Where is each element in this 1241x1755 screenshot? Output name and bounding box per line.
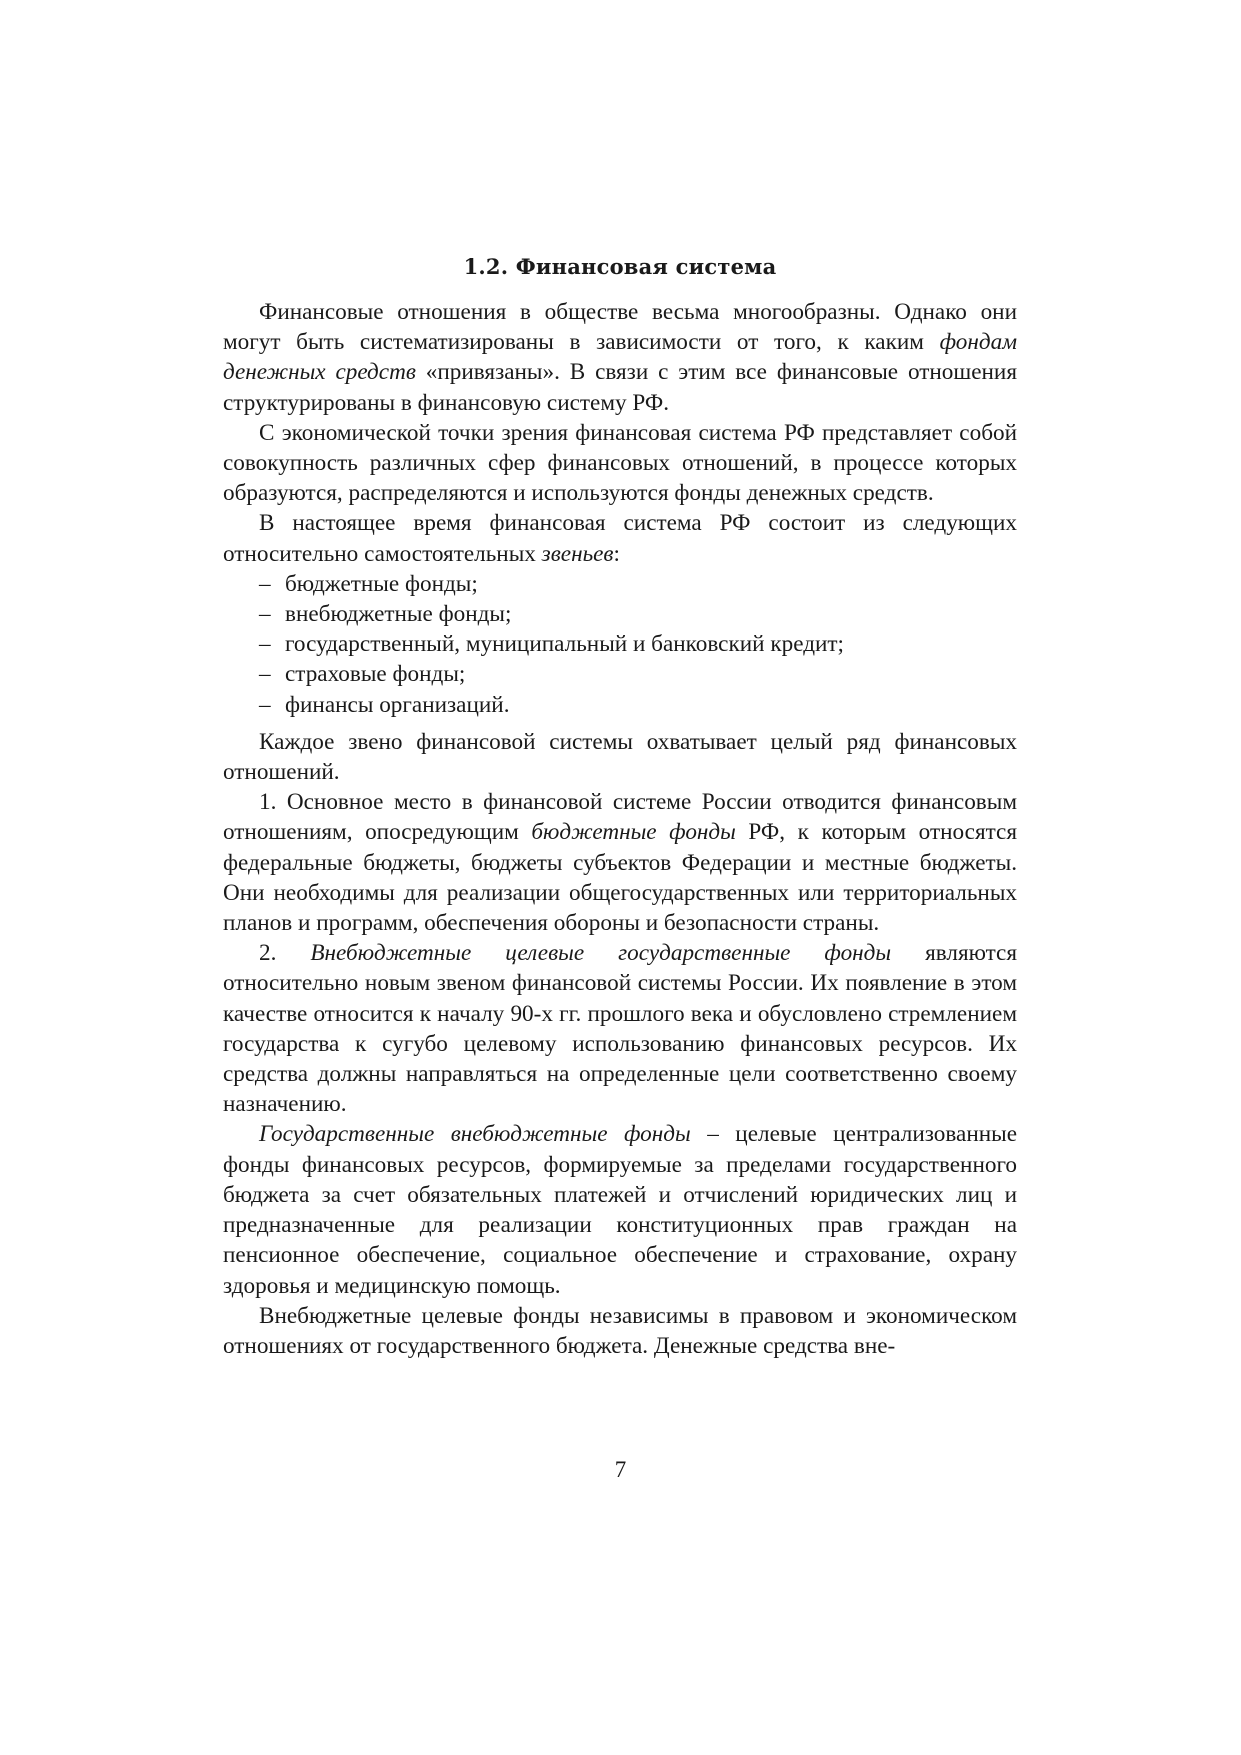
body-text: [223, 252, 1017, 1361]
paragraph-1: Финансовые отношения в обществе весьма многообразны. Однако они могут быть систематизированы в зависимости от того, к каким фондам денежных средств «привязаны». В связи с этим все финансовые отношения структурированы в финансовую систему РФ.: [223, 299, 1017, 416]
page-number: 7: [614, 1457, 627, 1482]
list-item: – внебюджетные фонды;: [259, 601, 512, 628]
emphasis-term: Государственные внебюджетные фонды: [259, 1121, 691, 1148]
emphasis-term: бюджетные фонды: [531, 819, 736, 846]
paragraph-5: 1. Основное место в финансовой системе России отводится финансовым отношениям, опосредующим бюджетные фонды РФ, к которым относятся федеральные бюджеты, бюджеты субъектов Федерации и местные бюджеты. Они необходимы для реализации общегосударственных или территориальных планов и программ, обеспечения обороны и безопасности страны.: [223, 789, 1017, 937]
paragraph-7: Государственные внебюджетные фонды – целевые централизованные фонды финансовых ресурсов, формируемые за пределами государственного бюджета за счет обязательных платежей и отчислений юридических лиц и предназначенные для реализации конституционных прав граждан на пенсионное обеспечение, социальное обеспечение и страхование, охрану здоровья и медицинскую помощь.: [223, 1121, 1018, 1299]
paragraph-6: 2. Внебюджетные целевые государственные фонды являются относительно новым звеном финансовой системы России. Их появление в этом качестве относится к началу 90-х гг. прошлого века и обусловлено стремлением государства к сугубо целевому использованию финансовых ресурсов. Их средства должны направляться на определенные цели соответственно своему назначению.: [223, 940, 1018, 1118]
emphasis-term: Внебюджетные целевые государственные фонды: [310, 940, 892, 967]
list-item: – государственный, муниципальный и банковский кредит;: [259, 631, 844, 658]
paragraph-3: В настоящее время финансовая система РФ состоит из следующих относительно самостоятельных звеньев:: [223, 510, 1017, 567]
paragraph-2: С экономической точки зрения финансовая система РФ представляет собой совокупность различных сфер финансовых отношений, в процессе которых образуются, распределяются и используются фонды денежных средств.: [223, 419, 1017, 507]
list-item: – страховые фонды;: [259, 661, 466, 688]
section-title: 1.2. Финансовая система: [463, 254, 777, 279]
finance-links-list: [223, 569, 1017, 720]
paragraph-8: Внебюджетные целевые фонды независимы в правовом и экономическом отношениях от государственного бюджета. Денежные средства вне-: [223, 1302, 1017, 1359]
paragraph-4: Каждое звено финансовой системы охватывает целый ряд финансовых отношений.: [223, 728, 1017, 786]
emphasis-term: фондам денежных средств: [223, 329, 1017, 386]
list-item: – бюджетные фонды;: [259, 570, 478, 597]
list-item: – финансы организаций.: [259, 691, 510, 718]
emphasis-term: звеньев: [541, 540, 614, 567]
